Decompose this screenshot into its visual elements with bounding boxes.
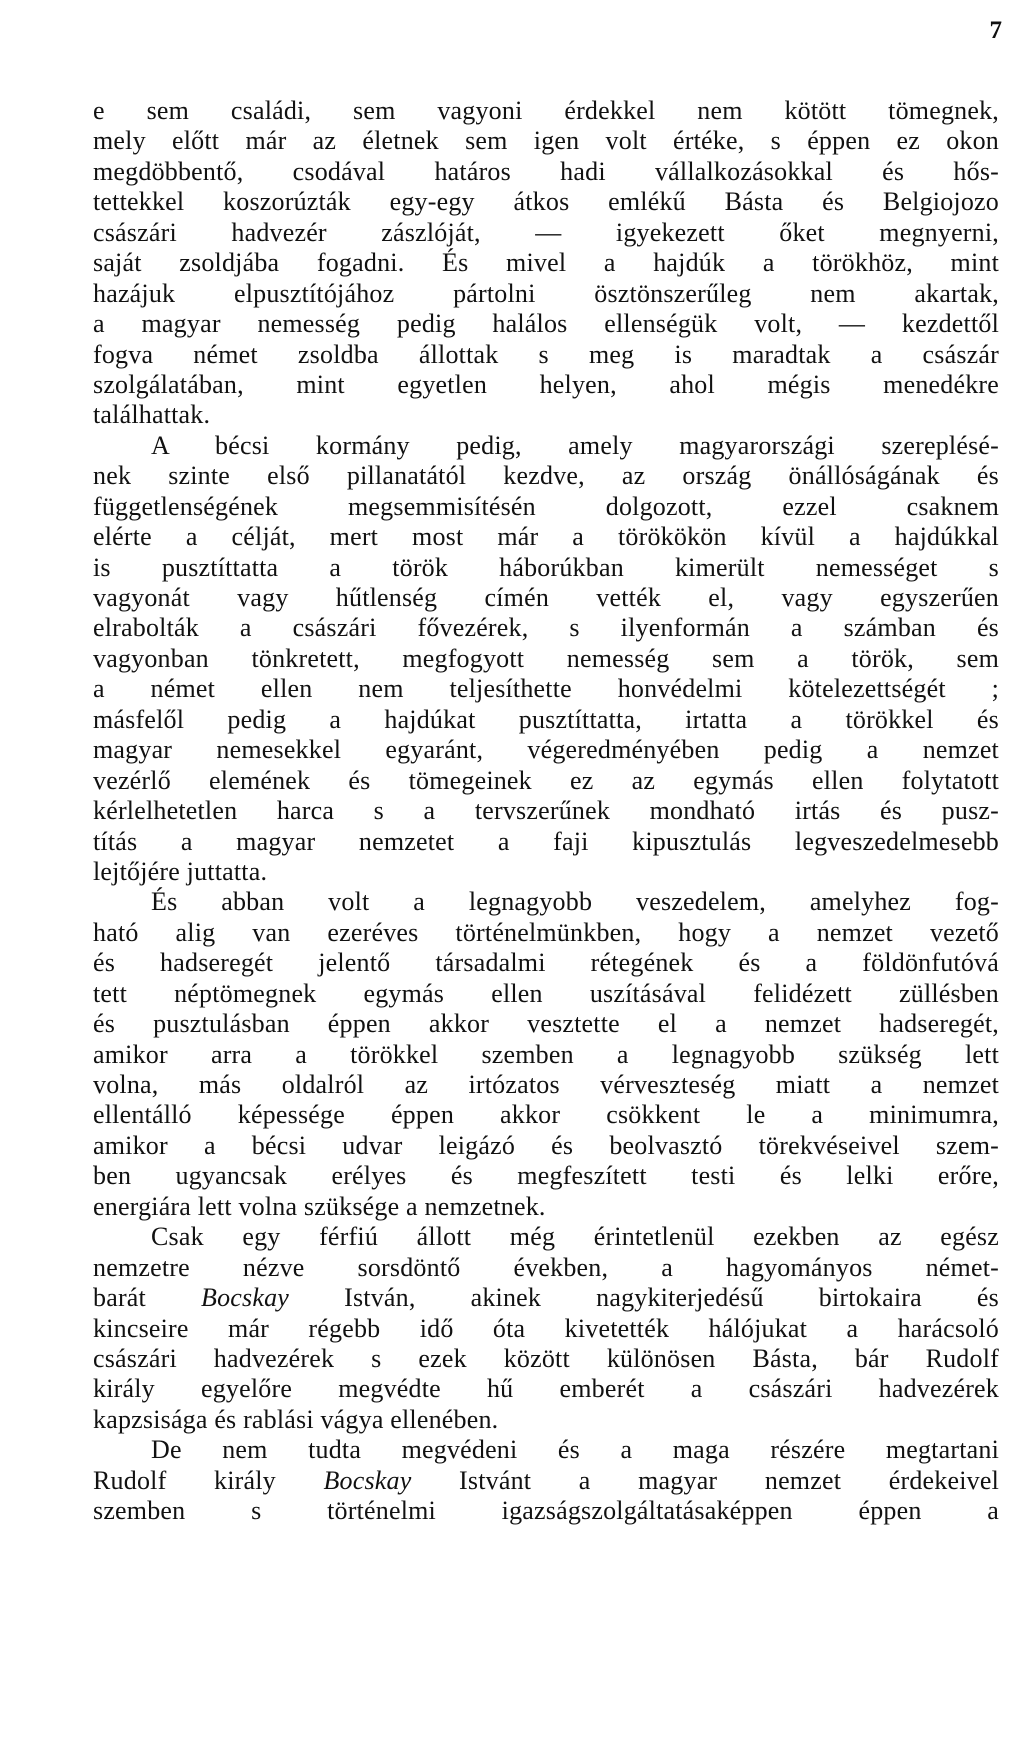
text-line: szolgálatában, mint egyetlen helyen, ahol mégis menedékre: [93, 369, 999, 399]
text-line: amikor arra a törökkel szemben a legnagyobb szükség lett: [93, 1039, 999, 1069]
text-line: energiára lett volna szüksége a nemzetnek.: [93, 1191, 546, 1221]
text-line: títás a magyar nemzetet a faji kipusztulás legveszedelmesebb: [93, 826, 999, 856]
text-line: hazájuk elpusztítójához pártolni ösztönszerűleg nem akartak,: [93, 278, 999, 308]
text-line: császári hadvezér zászlóját, — igyekezett őket megnyerni,: [93, 217, 999, 247]
text-line: a magyar nemesség pedig halálos ellenségük volt, — kezdettől: [93, 309, 999, 339]
text-line: vezérlő elemének és tömegeinek ez az egymás ellen folytatott: [93, 765, 999, 795]
text-line: függetlenségének megsemmisítésén dolgozott, ezzel csaknem: [93, 491, 999, 521]
body-text: [93, 96, 999, 1527]
text-line: kérlelhetetlen harca s a tervszerűnek mondható irtás és pusz-: [93, 796, 999, 826]
text-line: ható alig van ezeréves történelmünkben, hogy a nemzet vezető: [93, 917, 999, 947]
text-line: találhattak.: [93, 400, 211, 430]
text-line: fogva német zsoldba állottak s meg is maradtak a császár: [93, 339, 999, 369]
text-line: nek szinte első pillanatától kezdve, az ország önállóságának és: [93, 461, 999, 491]
text-line: császári hadvezérek s ezek között különösen Básta, bár Rudolf: [93, 1343, 999, 1373]
paragraph: [93, 1435, 999, 1526]
paragraph: [93, 1222, 999, 1435]
text-line: e sem családi, sem vagyoni érdekkel nem kötött tömegnek,: [93, 96, 999, 125]
text-line: ben ugyancsak erélyes és megfeszített testi és lelki erőre,: [93, 1161, 999, 1191]
text-line: És abban volt a legnagyobb veszedelem, amelyhez fog-: [151, 887, 999, 917]
text-line: és pusztulásban éppen akkor vesztette el a nemzet hadseregét,: [93, 1009, 999, 1039]
text-line: volna, más oldalról az irtózatos vérveszteség miatt a nemzet: [93, 1070, 999, 1099]
text-line: mely előtt már az életnek sem igen volt értéke, s éppen ez okon: [93, 126, 999, 156]
text-line: kincseire már régebb idő óta kivetették hálójukat a harácsoló: [93, 1313, 999, 1343]
italic-name: Bocskay: [323, 1465, 412, 1495]
italic-name: Bocskay: [201, 1283, 290, 1313]
text-line: Csak egy férfiú állott még érintetlenül ezekben az egész: [151, 1222, 999, 1252]
text-line: nemzetre nézve sorsdöntő években, a hagyományos német-: [93, 1252, 999, 1282]
text-line: magyar nemesekkel egyaránt, végeredményében pedig a nemzet: [93, 735, 999, 765]
text-line: tettekkel koszorúzták egy-egy átkos emlékű Básta és Belgiojozo: [93, 187, 999, 217]
paragraph: [93, 96, 999, 431]
text-line: saját zsoldjába fogadni. És mivel a hajdúk a törökhöz, mint: [93, 248, 999, 278]
text-line: amikor a bécsi udvar leigázó és beolvasztó törekvéseivel szem-: [93, 1130, 999, 1160]
text-line: király egyelőre megvédte hű emberét a császári hadvezérek: [93, 1374, 999, 1404]
text-line: elrabolták a császári fővezérek, s ilyenformán a számban és: [93, 613, 999, 643]
paragraph: [93, 431, 999, 888]
text-line: szemben s történelmi igazságszolgáltatásaképpen éppen a: [93, 1496, 999, 1526]
text-line: és hadseregét jelentő társadalmi rétegének és a földönfutóvá: [93, 948, 999, 978]
text-line: vagyonban tönkretett, megfogyott nemesség sem a török, sem: [93, 643, 999, 673]
text-line: vagyonát vagy hűtlenség címén vették el, vagy egyszerűen: [93, 583, 999, 612]
text-line: a német ellen nem teljesíthette honvédelmi kötelezettségét ;: [93, 674, 999, 704]
text-line: is pusztíttatta a török háborúkban kimerült nemességet s: [93, 552, 999, 582]
text-line: elérte a célját, mert most már a törökökön kívül a hajdúkkal: [93, 522, 999, 552]
page-number: 7: [989, 17, 1002, 44]
text-line: megdöbbentő, csodával határos hadi vállalkozásokkal és hős-: [93, 156, 999, 186]
paragraph: [93, 887, 999, 1222]
text-line: kapzsisága és rablási vágya ellenében.: [93, 1404, 499, 1434]
text-line: Rudolf király Bocskay Istvánt a magyar nemzet érdekeivel: [93, 1465, 999, 1495]
text-line: másfelől pedig a hajdúkat pusztíttatta, irtatta a törökkel és: [93, 704, 999, 734]
text-line: barát Bocskay István, akinek nagykiterjedésű birtokaira és: [93, 1283, 999, 1313]
text-line: ellentálló képessége éppen akkor csökkent le a minimumra,: [93, 1100, 999, 1130]
text-line: tett néptömegnek egymás ellen uszításával felidézett züllésben: [93, 978, 999, 1008]
text-line: A bécsi kormány pedig, amely magyarországi szereplésé-: [151, 430, 999, 460]
text-line: lejtőjére juttatta.: [93, 856, 268, 886]
text-line: De nem tudta megvédeni és a maga részére megtartani: [151, 1435, 999, 1465]
